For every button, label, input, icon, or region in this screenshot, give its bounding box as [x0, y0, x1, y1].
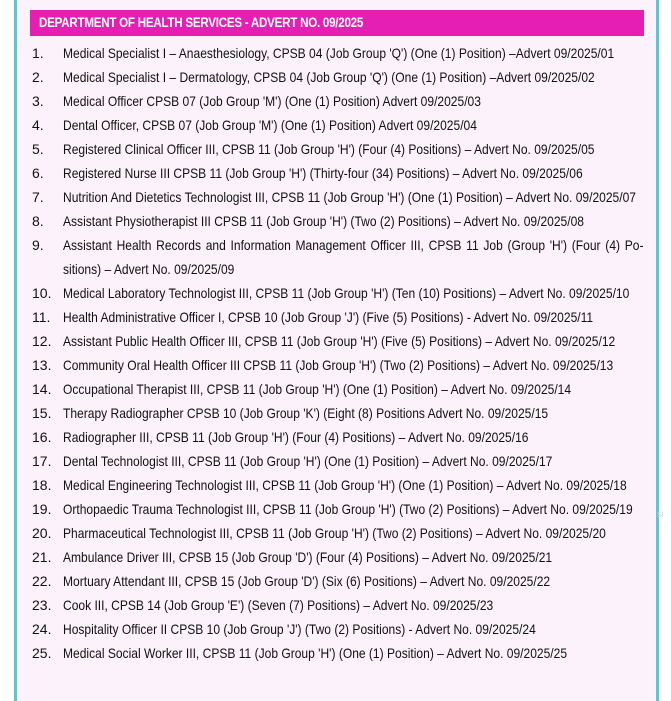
- list-item: [32, 282, 644, 306]
- list-item: [32, 546, 644, 570]
- item-text: Registered Nurse III CPSB 11 (Job Group 'H') (Thirty-four (34) Positions) – Advert No. 09/2025/06: [63, 165, 583, 181]
- item-number: 10.: [32, 285, 52, 301]
- list-item: [32, 42, 644, 66]
- item-number: 18.: [32, 477, 52, 493]
- list-item: [32, 306, 644, 330]
- list-item: [32, 474, 644, 498]
- item-text: Medical Officer CPSB 07 (Job Group 'M') (One (1) Position) Advert 09/2025/03: [63, 93, 481, 109]
- item-text: Medical Laboratory Technologist III, CPSB 11 (Job Group 'H') (Ten (10) Positions) – Advert No. 09/2025/10: [63, 285, 630, 301]
- item-number: 17.: [32, 453, 52, 469]
- item-text: Medical Engineering Technologist III, CPSB 11 (Job Group 'H') (One (1) Position) – Advert No. 09/2025/18: [63, 477, 627, 493]
- item-text: Therapy Radiographer CPSB 10 (Job Group 'K') (Eight (8) Positions Advert No. 09/2025/15: [63, 405, 549, 421]
- list-item: [32, 426, 644, 450]
- list-item: [32, 138, 644, 162]
- list-item: [32, 354, 644, 378]
- item-number: 25.: [32, 645, 52, 661]
- list-item: [32, 642, 644, 666]
- item-text: Mortuary Attendant III, CPSB 15 (Job Group 'D') (Six (6) Positions) – Advert No. 09/2025/22: [63, 573, 551, 589]
- item-text: Nutrition And Dietetics Technologist III, CPSB 11 (Job Group 'H') (One (1) Position) – Advert No. 09/2025/07: [63, 189, 637, 205]
- list-item: [32, 114, 644, 138]
- item-text: Assistant Public Health Officer III, CPSB 11 (Job Group 'H') (Five (5) Positions) – Advert No. 09/2025/12: [63, 333, 616, 349]
- item-text: Dental Technologist III, CPSB 11 (Job Group 'H') (One (1) Position) – Advert No. 09/2025/17: [63, 453, 553, 469]
- list-item: [32, 594, 644, 618]
- list-item: [32, 498, 644, 522]
- list-item: [32, 570, 644, 594]
- item-number: 23.: [32, 597, 52, 613]
- list-item: [32, 90, 644, 114]
- item-number: 6.: [32, 165, 44, 181]
- list-item: [32, 234, 644, 282]
- item-text: Dental Officer, CPSB 07 (Job Group 'M') (One (1) Position) Advert 09/2025/04: [63, 117, 477, 133]
- item-text: Community Oral Health Officer III CPSB 11 (Job Group 'H') (Two (2) Positions) – Advert No. 09/2025/13: [63, 357, 614, 373]
- item-text: Pharmaceutical Technologist III, CPSB 11 (Job Group 'H') (Two (2) Positions) – Advert No. 09/2025/20: [63, 525, 606, 541]
- section-title: DEPARTMENT OF HEALTH SERVICES - ADVERT NO. 09/2025: [39, 15, 364, 30]
- list-item: [32, 378, 644, 402]
- list-item: [32, 618, 644, 642]
- item-text: Occupational Therapist III, CPSB 11 (Job Group 'H') (One (1) Position) – Advert No. 09/2025/14: [63, 381, 572, 397]
- list-item: [32, 210, 644, 234]
- item-number: 11.: [32, 309, 51, 325]
- item-number: 5.: [32, 141, 44, 157]
- item-number: 1.: [32, 45, 44, 61]
- item-number: 20.: [32, 525, 52, 541]
- list-item: [32, 402, 644, 426]
- item-text: Medical Specialist I – Anaesthesiology, CPSB 04 (Job Group 'Q') (One (1) Position) –Advert 09/2025/01: [63, 45, 615, 61]
- list-item: [32, 66, 644, 90]
- item-text: Ambulance Driver III, CPSB 15 (Job Group 'D') (Four (4) Positions) – Advert No. 09/2025/21: [63, 549, 553, 565]
- item-text: Orthopaedic Trauma Technologist III, CPSB 11 (Job Group 'H') (Two (2) Positions) – Advert No. 09/2025/19: [63, 501, 633, 517]
- item-number: 15.: [32, 405, 52, 421]
- item-number: 21.: [32, 549, 52, 565]
- item-number: 3.: [32, 93, 44, 109]
- list-item: [32, 450, 644, 474]
- list-item: [32, 522, 644, 546]
- item-text: Radiographer III, CPSB 11 (Job Group 'H') (Four (4) Positions) – Advert No. 09/2025/16: [63, 429, 529, 445]
- item-text: Assistant Physiotherapist III CPSB 11 (Job Group 'H') (Two (2) Positions) – Advert No. 09/2025/08: [63, 213, 584, 229]
- item-text: Hospitality Officer II CPSB 10 (Job Group 'J') (Two (2) Positions) - Advert No. 09/2025/24: [63, 621, 536, 637]
- item-number: 16.: [32, 429, 52, 445]
- watermark-text: si: [657, 509, 664, 519]
- item-number: 9.: [32, 237, 44, 253]
- item-number: 14.: [32, 381, 52, 397]
- item-number: 8.: [32, 213, 44, 229]
- item-number: 2.: [32, 69, 44, 85]
- item-text: Health Administrative Officer I, CPSB 10 (Job Group 'J') (Five (5) Positions) - Advert No. 09/2025/11: [63, 309, 594, 325]
- item-number: 7.: [32, 189, 44, 205]
- section-header: [30, 10, 644, 36]
- item-number: 13.: [32, 357, 52, 373]
- list-item: [32, 186, 644, 210]
- item-number: 19.: [32, 501, 52, 517]
- item-text: Registered Clinical Officer III, CPSB 11 (Job Group 'H') (Four (4) Positions) – Advert No. 09/2025/05: [63, 141, 595, 157]
- item-number: 22.: [32, 573, 52, 589]
- item-number: 24.: [32, 621, 52, 637]
- item-number: 4.: [32, 117, 44, 133]
- advert-list: [32, 42, 644, 666]
- item-text: Assistant Health Records and Information Management Officer III, CPSB 11 Job (Group 'H') (Four (4) Po-sitions) – Advert No. 09/2025/09: [63, 237, 644, 277]
- item-text: Medical Specialist I – Dermatology, CPSB 04 (Job Group 'Q') (One (1) Position) –Advert 09/2025/02: [63, 69, 595, 85]
- item-number: 12.: [32, 333, 52, 349]
- item-text: Cook III, CPSB 14 (Job Group 'E') (Seven (7) Positions) – Advert No. 09/2025/23: [63, 597, 494, 613]
- list-item: [32, 330, 644, 354]
- item-text: Medical Social Worker III, CPSB 11 (Job Group 'H') (One (1) Position) – Advert No. 09/2025/25: [63, 645, 568, 661]
- list-item: [32, 162, 644, 186]
